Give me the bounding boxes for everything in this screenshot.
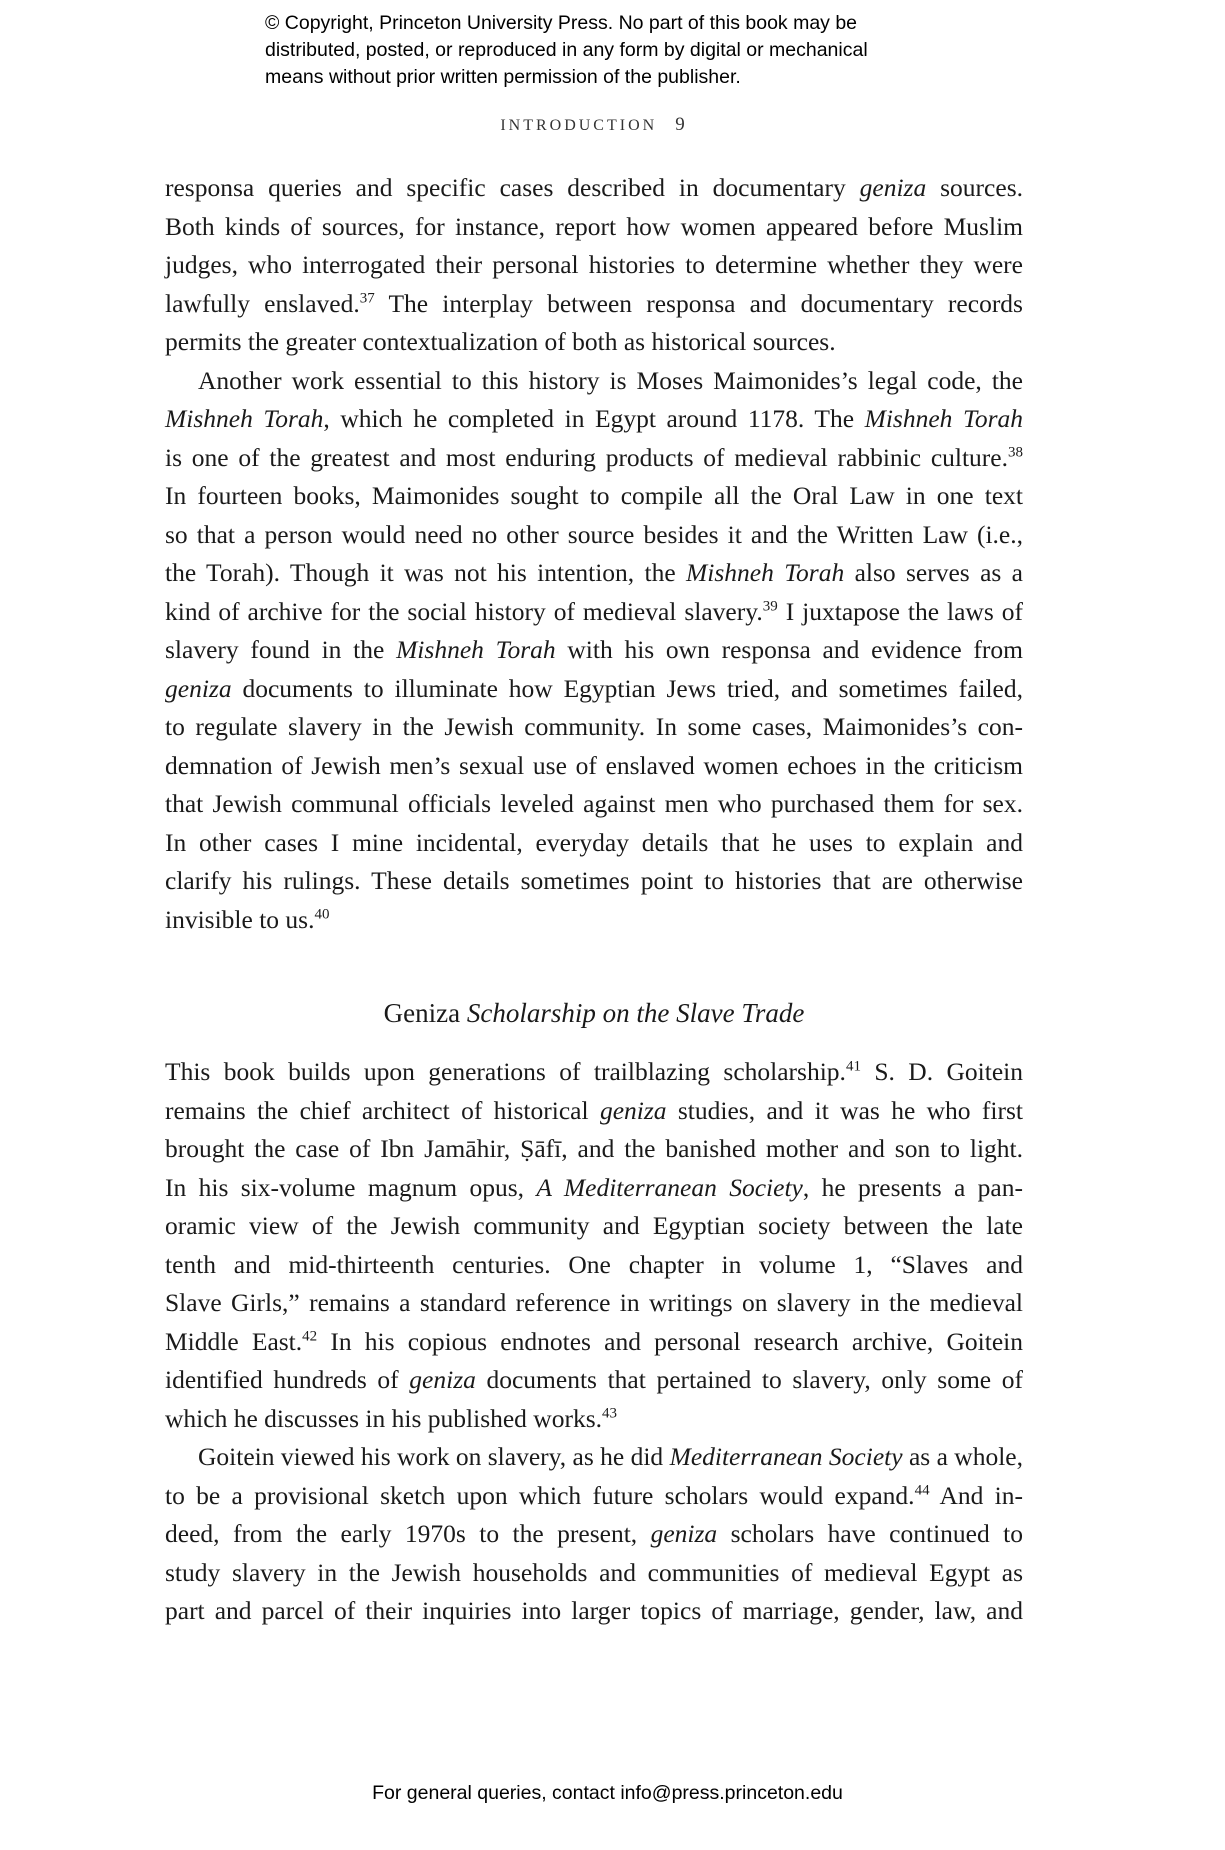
text-segment: brought the case of Ibn Jamāhir, Ṣāfī, and the banished mother and son to light.: [165, 1134, 1023, 1163]
footer-contact: For general queries, contact info@press.princeton.edu: [372, 1782, 843, 1804]
text-segment: identified hundreds of: [165, 1365, 410, 1394]
footnote-ref: 38: [1008, 444, 1023, 460]
body-text-section-1: [165, 169, 1023, 939]
copyright-notice: [265, 10, 868, 91]
section-heading: [0, 994, 1188, 1032]
text-line: [165, 1092, 1023, 1131]
text-segment: Middle East.: [165, 1326, 303, 1356]
text-segment: clarify his rulings. These details sometimes point to histories that are otherwise: [165, 866, 1023, 895]
text-line: [165, 1284, 1023, 1323]
text-segment: the Torah). Though it was not his intention, the: [165, 558, 687, 587]
heading-italic: Scholarship on the Slave Trade: [466, 998, 805, 1028]
text-segment: responsa queries and specific cases described in documentary: [165, 173, 860, 202]
footnote-ref: 39: [762, 598, 778, 614]
italic-text: A Mediterranean Society: [536, 1172, 803, 1202]
copyright-line: © Copyright, Princeton University Press. No part of this book may be: [265, 12, 858, 34]
text-segment: Goitein viewed his work on slavery, as he did: [198, 1442, 670, 1471]
text-segment: also serves as a: [844, 558, 1023, 587]
text-segment: so that a person would need no other source besides it and the Written Law (i.e.,: [165, 519, 1023, 549]
italic-text: Mishneh Torah: [396, 635, 556, 664]
text-segment: with his own responsa and evidence from: [555, 635, 1023, 664]
text-line: [165, 631, 1023, 670]
text-segment: that Jewish communal officials leveled against men who purchased them for sex.: [165, 789, 1023, 818]
text-line: [165, 1592, 1023, 1631]
text-line: [165, 1169, 1023, 1208]
text-line: [165, 593, 1023, 632]
text-segment: lawfully enslaved.: [165, 288, 360, 318]
italic-text: Mishneh Torah: [165, 404, 324, 433]
text-line: [165, 708, 1023, 747]
copyright-line: distributed, posted, or reproduced in any form by digital or mechanical: [265, 39, 868, 61]
text-line: [165, 208, 1023, 247]
chapter-title: INTRODUCTION: [500, 117, 658, 134]
text-segment: Both kinds of sources, for instance, report how women appeared before Muslim: [165, 211, 1023, 241]
text-segment: scholars have continued to: [717, 1519, 1023, 1548]
text-line: [165, 824, 1023, 863]
text-line: [165, 362, 1023, 401]
italic-text: geniza: [409, 1365, 476, 1394]
text-line: [165, 1554, 1023, 1593]
italic-text: geniza: [859, 173, 927, 202]
page-number: 9: [675, 114, 685, 135]
text-segment: study slavery in the Jewish households and communities of medieval Egypt as: [165, 1557, 1023, 1587]
italic-text: geniza: [650, 1519, 718, 1548]
text-line: [165, 1361, 1023, 1400]
text-line: [165, 1130, 1023, 1169]
text-segment: as a whole,: [902, 1442, 1023, 1471]
text-segment: And in-: [929, 1480, 1023, 1510]
text-segment: part and parcel of their inquiries into larger topics of marriage, gender, law, and: [165, 1596, 1023, 1625]
text-segment: The interplay between responsa and documentary records: [374, 288, 1023, 318]
footnote-ref: 42: [302, 1328, 318, 1344]
text-line: [165, 901, 1023, 940]
text-line: [165, 516, 1023, 555]
text-line: [165, 1207, 1023, 1246]
text-line: [165, 400, 1023, 439]
text-line: [165, 246, 1023, 285]
text-segment: In other cases I mine incidental, everyday details that he uses to explain and: [165, 827, 1023, 857]
text-line: [165, 862, 1023, 901]
text-segment: , he presents a pan-: [802, 1172, 1023, 1202]
heading-roman: Geniza: [383, 998, 467, 1028]
text-segment: I juxtapose the laws of: [777, 596, 1023, 626]
text-segment: Slave Girls,” remains a standard reference in writings on slavery in the medieval: [165, 1288, 1023, 1317]
text-line: [165, 169, 1023, 208]
text-line: [165, 670, 1023, 709]
text-segment: Another work essential to this history is Moses Maimonides’s legal code, the: [198, 365, 1023, 395]
text-segment: demnation of Jewish men’s sexual use of enslaved women echoes in the criticism: [165, 750, 1023, 780]
text-line: [165, 554, 1023, 593]
text-line: [165, 1438, 1023, 1477]
text-line: [165, 1477, 1023, 1516]
copyright-line: means without prior written permission of the publisher.: [265, 66, 741, 88]
footnote-ref: 44: [914, 1482, 930, 1498]
text-line: [165, 1400, 1023, 1439]
italic-text: Mediterranean Society: [669, 1442, 903, 1471]
text-segment: invisible to us.: [165, 904, 315, 934]
text-line: [165, 747, 1023, 786]
text-line: [165, 323, 1023, 362]
text-line: [165, 285, 1023, 324]
text-line: [165, 1246, 1023, 1285]
italic-text: Mishneh Torah: [686, 558, 845, 587]
text-segment: In fourteen books, Maimonides sought to compile all the Oral Law in one text: [165, 481, 1023, 510]
text-segment: to regulate slavery in the Jewish community. In some cases, Maimonides’s con-: [165, 712, 1023, 741]
running-head: [0, 114, 1185, 136]
text-line: [165, 1323, 1023, 1362]
text-segment: , which he completed in Egypt around 1178. The: [323, 404, 865, 433]
text-segment: In his copious endnotes and personal research archive, Goitein: [317, 1326, 1023, 1356]
text-segment: is one of the greatest and most enduring products of medieval rabbinic culture.: [165, 442, 1008, 472]
text-segment: documents that pertained to slavery, only some of: [475, 1365, 1023, 1394]
text-segment: documents to illuminate how Egyptian Jews tried, and sometimes failed,: [231, 673, 1023, 703]
body-text-section-2: [165, 1053, 1023, 1631]
text-segment: to be a provisional sketch upon which future scholars would expand.: [165, 1480, 915, 1510]
text-line: [165, 785, 1023, 824]
text-segment: which he discusses in his published works.: [165, 1403, 603, 1433]
text-segment: sources.: [926, 173, 1023, 202]
italic-text: Mishneh Torah: [864, 404, 1023, 433]
text-segment: tenth and mid-thirteenth centuries. One chapter in volume 1, “Slaves and: [165, 1249, 1023, 1279]
text-segment: remains the chief architect of historical: [165, 1095, 600, 1125]
text-line: [165, 477, 1023, 516]
text-segment: S. D. Goitein: [860, 1057, 1023, 1086]
text-segment: This book builds upon generations of trailblazing scholarship.: [165, 1057, 846, 1086]
text-line: [165, 439, 1023, 478]
text-line: [165, 1515, 1023, 1554]
text-segment: slavery found in the: [165, 635, 397, 664]
footnote-ref: 41: [845, 1058, 861, 1075]
text-segment: kind of archive for the social history of medieval slavery.: [165, 596, 763, 626]
italic-text: geniza: [165, 673, 232, 703]
text-segment: deed, from the early 1970s to the present,: [165, 1519, 651, 1548]
text-segment: In his six-volume magnum opus,: [165, 1172, 537, 1202]
italic-text: geniza: [599, 1095, 667, 1125]
text-line: [165, 1053, 1023, 1092]
footnote-ref: 40: [314, 906, 330, 922]
footnote-ref: 43: [602, 1405, 618, 1421]
text-segment: judges, who interrogated their personal histories to determine whether they were: [165, 250, 1023, 279]
text-segment: oramic view of the Jewish community and Egyptian society between the late: [165, 1211, 1023, 1240]
footnote-ref: 37: [359, 290, 375, 306]
text-segment: permits the greater contextualization of both as historical sources.: [165, 327, 836, 356]
text-segment: studies, and it was he who first: [666, 1095, 1023, 1125]
